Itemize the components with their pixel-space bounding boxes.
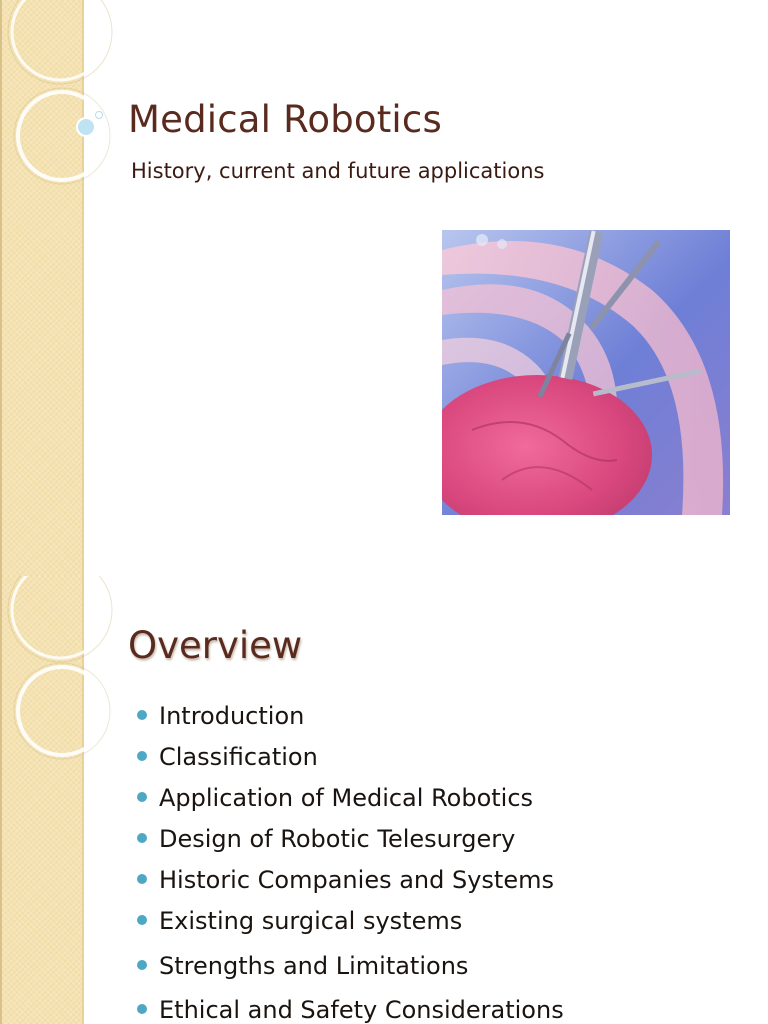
list-item: Historic Companies and Systems bbox=[0, 864, 640, 896]
list-item: Strengths and Limitations bbox=[0, 950, 640, 982]
slide-title: Medical Robotics bbox=[128, 98, 442, 141]
surgery-photo bbox=[442, 230, 730, 515]
bullet-icon bbox=[137, 960, 147, 970]
slide-title: Overview bbox=[128, 624, 303, 667]
list-item: Ethical and Safety Considerations bbox=[0, 994, 640, 1024]
decorative-circles-icon bbox=[0, 0, 130, 576]
bullet-icon bbox=[137, 915, 147, 925]
slide-subtitle: History, current and future applications bbox=[131, 159, 545, 183]
overview-slide bbox=[0, 576, 768, 1024]
bullet-icon bbox=[137, 792, 147, 802]
bullet-icon bbox=[137, 874, 147, 884]
bullet-icon bbox=[137, 710, 147, 720]
list-item: Existing surgical systems bbox=[0, 905, 640, 937]
list-item: Design of Robotic Telesurgery bbox=[0, 823, 640, 855]
list-item: Application of Medical Robotics bbox=[0, 782, 640, 814]
bullet-icon bbox=[137, 833, 147, 843]
bullet-icon bbox=[137, 1004, 147, 1014]
list-item: Classification bbox=[0, 741, 640, 773]
bullet-icon bbox=[137, 751, 147, 761]
list-item: Introduction bbox=[0, 700, 640, 732]
